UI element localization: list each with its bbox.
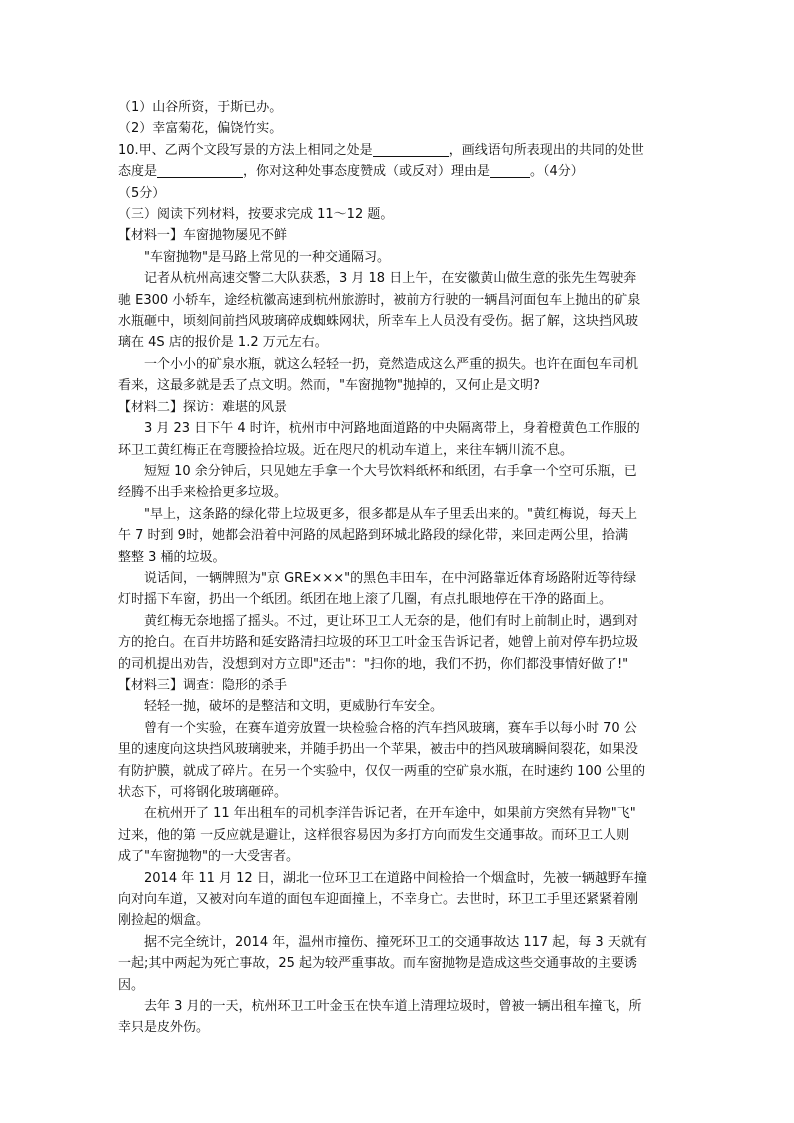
text-line: 的司机提出劝告，没想到对方立即"还击"："扫你的地，我们不扔，你们都没事情好做了!" bbox=[118, 656, 629, 672]
text-line: 一起;其中两起为死亡事故，25 起为较严重事故。而车窗抛物是造成这些交通事故的主要诱 bbox=[118, 956, 638, 972]
document-body bbox=[118, 97, 678, 1039]
material-heading: 【材料二】探访：难堪的风景 bbox=[118, 399, 288, 415]
text-line: 向对向车道，又被对向车道的面包车迎面撞上，不幸身亡。去世时，环卫工手里还紧紧着刚 bbox=[118, 892, 639, 908]
question-10-text: ，画线语句所表现出的共同的处世 bbox=[448, 142, 644, 158]
text-line: 说话间，一辆牌照为"京 GRE×××"的黑色丰田车，在中河路靠近体育场路附近等待绿 bbox=[144, 570, 637, 586]
text-line: 刚捡起的烟盒。 bbox=[118, 913, 210, 929]
text-line: 看来，这最多就是丢了点文明。然而，"车窗抛物"抛掉的，又何止是文明? bbox=[118, 378, 540, 394]
text-line: 灯时摇下车窗，扔出一个纸团。纸团在地上滚了几圈，有点扎眼地停在干净的路面上。 bbox=[118, 592, 613, 608]
question-10-text: 态度是 bbox=[118, 164, 158, 180]
text-line: 整整 3 桶的垃圾。 bbox=[118, 549, 226, 565]
material-heading: 【材料三】调查：隐形的杀手 bbox=[118, 677, 288, 693]
text-line: 有防护膜，就成了碎片。在另一个实验中，仅仅一两重的空矿泉水瓶，在时速约 100 公里的 bbox=[118, 763, 646, 779]
question-10-text: 10.甲、乙两个文段写景的方法上相同之处是 bbox=[118, 142, 373, 158]
text-line: 据不完全统计，2014 年，温州市撞伤、撞死环卫工的交通事故达 117 起，每 3 天就有 bbox=[144, 934, 647, 950]
text-line: 3 月 23 日下午 4 时许，杭州市中河路地面道路的中央隔离带上，身着橙黄色工作服的 bbox=[144, 421, 640, 437]
answer-blank bbox=[157, 163, 243, 178]
text-line: 过来，他的第 一反应就是避让，这样很容易因为多打方向而发生交通事故。而环卫工人则 bbox=[118, 827, 630, 843]
question-10-line-2 bbox=[118, 161, 678, 182]
text-line: 璃在 4S 店的报价是 1.2 万元左右。 bbox=[118, 335, 328, 351]
answer-blank bbox=[490, 163, 530, 178]
question-10-text: 。（4分） bbox=[530, 164, 584, 180]
answer-blank bbox=[373, 142, 449, 157]
text-line: 成了"车窗抛物"的一大受害者。 bbox=[118, 849, 299, 865]
question-10-text: ，你对这种处事态度赞成（或反对）理由是 bbox=[243, 164, 491, 180]
text-line: 记者从杭州高速交警二大队获悉，3 月 18 日上午，在安徽黄山做生意的张先生驾驶奔 bbox=[144, 271, 637, 287]
text-line: （1）山谷所资，于斯已办。 bbox=[118, 100, 283, 115]
text-line: （2）幸富菊花，偏饶竹实。 bbox=[118, 121, 283, 137]
text-line: 幸只是皮外伤。 bbox=[118, 1020, 210, 1036]
text-line: 一个小小的矿泉水瓶，就这么轻轻一扔，竟然造成这么严重的损失。也许在面包车司机 bbox=[144, 356, 639, 372]
question-10-line-1 bbox=[118, 140, 678, 161]
text-line: 2014 年 11 月 12 日，湖北一位环卫工在道路中间检拾一个烟盒时，先被一辆越野车撞 bbox=[144, 870, 647, 886]
text-line: 状态下，可将钢化玻璃砸碎。 bbox=[118, 785, 288, 800]
text-line: 环卫工黄红梅正在弯腰捡拾垃圾。近在咫尺的机动车道上，来往车辆川流不息。 bbox=[118, 442, 574, 458]
text-line: 因。 bbox=[118, 977, 145, 993]
text-line: 曾有一个实验，在赛车道旁放置一块检验合格的汽车挡风玻璃，赛车手以每小时 70 公 bbox=[144, 720, 637, 736]
material-heading: 【材料一】车窗抛物屡见不鲜 bbox=[118, 228, 288, 244]
text-line: 驰 E300 小轿车，途经杭徽高速到杭州旅游时，被前方行驶的一辆昌河面包车上抛出的矿泉 bbox=[118, 292, 641, 308]
text-line: 黄红梅无奈地摇了摇头。不过，更让环卫工人无奈的是，他们有时上前制止时，遇到对 bbox=[144, 613, 639, 629]
text-line: 经腾不出手来检拾更多垃圾。 bbox=[118, 485, 288, 501]
text-line: 午 7 时到 9时，她都会沿着中河路的凤起路到环城北路段的绿化带，来回走两公里，拾满 bbox=[118, 528, 628, 544]
text-line: 方的抢白。在百井坊路和延安路清扫垃圾的环卫工叶金玉告诉记者，她曾上前对停车扔垃圾 bbox=[118, 635, 639, 651]
text-line: "早上，这条路的绿化带上垃圾更多，很多都是从车子里丢出来的。"黄红梅说，每天上 bbox=[144, 506, 637, 522]
text-line: 轻轻一抛，破坏的是整洁和文明，更威胁行车安全。 bbox=[144, 699, 444, 715]
text-line: 水瓶砸中，顷刻间前挡风玻璃碎成蜘蛛网状，所幸车上人员没有受伤。据了解，这块挡风玻 bbox=[118, 314, 639, 330]
section-heading: （三）阅读下列材料，按要求完成 11～12 题。 bbox=[118, 207, 394, 223]
score-note: （5分） bbox=[118, 185, 166, 201]
text-line: 去年 3 月的一天，杭州环卫工叶金玉在快车道上清理垃圾时，曾被一辆出租车撞飞，所 bbox=[144, 999, 642, 1015]
text-line: "车窗抛物"是马路上常见的一种交通隔习。 bbox=[144, 249, 390, 265]
text-line: 短短 10 余分钟后，只见她左手拿一个大号饮料纸杯和纸团，右手拿一个空可乐瓶，已 bbox=[144, 463, 637, 479]
text-line: 在杭州开了 11 年出租车的司机李洋告诉记者，在开车途中，如果前方突然有异物"飞" bbox=[144, 806, 636, 822]
text-line: 里的速度向这块挡风玻璃驶来，并随手扔出一个苹果，被击中的挡风玻璃瞬间裂花，如果没 bbox=[118, 742, 639, 758]
